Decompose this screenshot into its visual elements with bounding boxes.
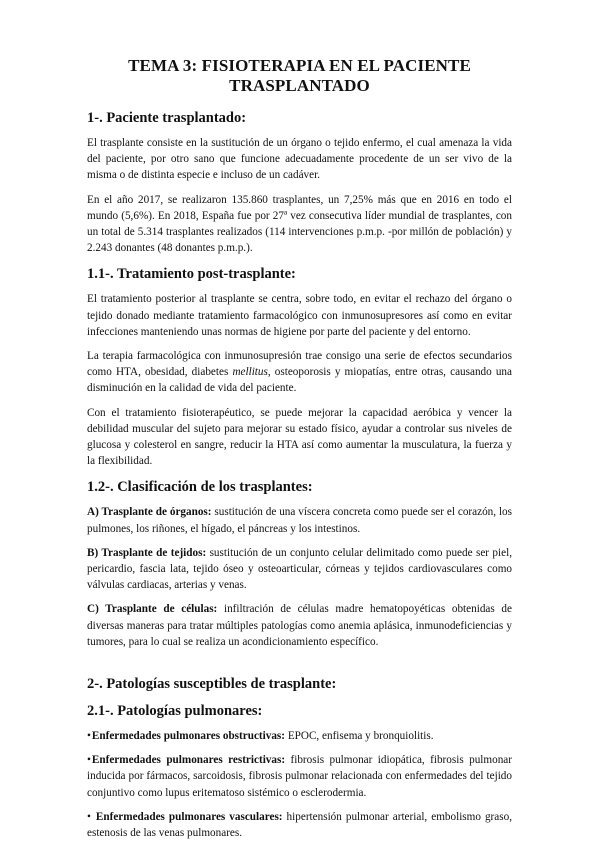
paragraph: En el año 2017, se realizaron 135.860 trasplantes, un 7,25% más que en 2016 en todo el mundo (5,6%). En 2018, España fue por 27ª vez consecutiva líder mundial de trasplantes, con un total de 5.314 trasplantes realizados (114 intervenciones p.m.p. -por millón de población) y 2.243 donantes (48 donantes p.m.p.). [87, 193, 512, 255]
document-title: TEMA 3: FISIOTERAPIA EN EL PACIENTE TRASPLANTADO [128, 56, 471, 95]
section-heading-1-1: 1.1-. Tratamiento post-trasplante: [87, 266, 296, 283]
bullet-item-restrictivas [87, 752, 512, 801]
item-label: C) Trasplante de células: [87, 603, 218, 616]
item-text: infiltración de células madre hematopoyéticas obtenidas de diversas maneras para tratar múltiples patologías como anemia aplásica, inmunodeficiencias y tumores, para lo cual se realiza un acondicionamiento específico. [87, 603, 512, 648]
item-label: B) Trasplante de tejidos: [87, 546, 207, 559]
item-text: EPOC, enfisema y bronquiolitis. [285, 730, 434, 743]
classification-item-c [87, 601, 512, 650]
paragraph: El trasplante consiste en la sustitución de un órgano o tejido enfermo, el cual amenaza la vida del paciente, por otro sano que funcione adecuadamente procedente de un ser vivo de la misma o de distinta especie e incluso de un cadáver. [87, 137, 512, 182]
bullet-item-obstructivas [87, 728, 512, 744]
item-text: sustitución de una víscera concreta como puede ser el corazón, los pulmones, los riñones, el hígado, el páncreas y los intestinos. [87, 506, 513, 535]
italic-term: mellitus [232, 366, 268, 379]
section-heading-1: 1-. Paciente trasplantado: [87, 110, 247, 126]
item-label: Enfermedades pulmonares vasculares: [91, 810, 283, 823]
paragraph [87, 348, 512, 397]
bullet-icon: • [87, 754, 91, 767]
classification-item-b [87, 545, 512, 594]
item-text: hipertensión pulmonar arterial, embolismo graso, estenosis de las venas pulmonares. [87, 810, 512, 840]
paragraph: Con el tratamiento fisioterapéutico, se puede mejorar la capacidad aeróbica y vencer la debilidad muscular del sujeto para mejorar su estado físico, ayudar a controlar sus niveles de glucosa y colesterol en sangre, reducir la HTA así como aumentar la musculatura, la fuerza y la flexibilidad. [87, 406, 512, 468]
item-label: Enfermedades pulmonares obstructivas: [91, 730, 286, 743]
bullet-icon: • [87, 730, 91, 743]
item-label: A) Trasplante de órganos: [87, 506, 212, 519]
paragraph: El tratamiento posterior al trasplante se centra, sobre todo, en evitar el rechazo del órgano o tejido donado mediante tratamiento farmacológico con inmunosupresores así como en evitar infecciones manteniendo unas normas de higiene por parte del paciente y del entorno. [87, 293, 512, 338]
section-heading-1-2: 1.2-. Clasificación de los trasplantes: [87, 479, 313, 496]
item-text: fibrosis pulmonar idiopática, fibrosis pulmonar inducida por fármacos, sarcoidosis, fibrosis pulmonar relacionada con enfermedades del tejido conjuntivo como lupus eritematoso sistémico o esclerodermia. [87, 754, 512, 799]
text-span: , osteoporosis y miopatías, entre otras, causando una disminución en la calidad de vida del paciente. [87, 366, 512, 395]
text-span: La terapia farmacológica con inmunosupresión trae consigo una serie de efectos secundarios como HTA, obesidad, diabetes [87, 350, 512, 379]
classification-item-a [87, 504, 512, 536]
item-text: sustitución de un conjunto celular delimitado como puede ser piel, pericardio, fascia lata, tejido óseo y osteoarticular, córneas y tejidos cardiovasculares como válvulas cardiacas, arterias y venas. [87, 546, 512, 592]
bullet-icon: • [87, 810, 91, 823]
bullet-item-vasculares [87, 809, 512, 841]
section-heading-2: 2-. Patologías susceptibles de trasplante: [87, 676, 337, 693]
section-heading-2-1: 2.1-. Patologías pulmonares: [87, 703, 263, 720]
item-label: Enfermedades pulmonares restrictivas: [91, 754, 286, 767]
